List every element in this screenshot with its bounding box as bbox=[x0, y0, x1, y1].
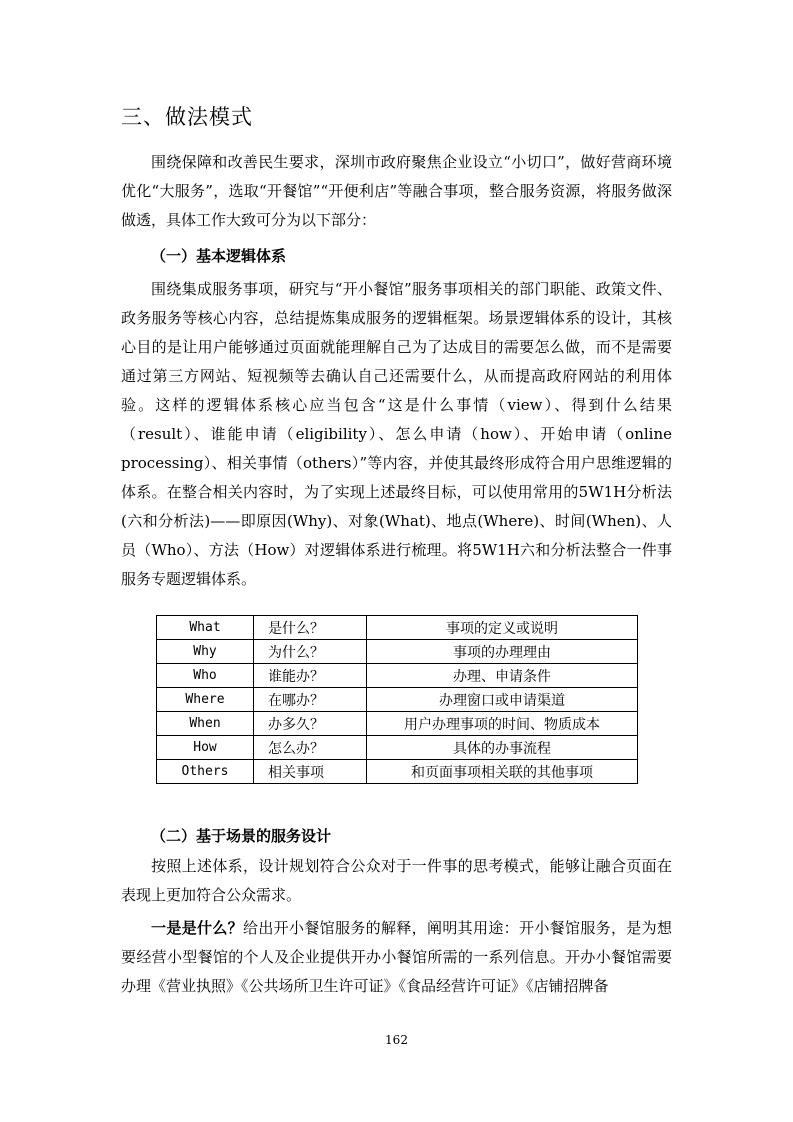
table-cell-key: Others bbox=[157, 760, 254, 784]
subsection-2-point-1 bbox=[121, 914, 672, 1001]
table-cell-question: 相关事项 bbox=[254, 760, 367, 784]
table-row bbox=[157, 736, 638, 760]
table-cell-meaning: 用户办理事项的时间、物质成本 bbox=[367, 712, 638, 736]
table-cell-meaning: 具体的办事流程 bbox=[367, 736, 638, 760]
subsection-1-heading: （一）基本逻辑体系 bbox=[151, 247, 287, 265]
table-cell-key: Who bbox=[157, 664, 254, 688]
table-cell-question: 是什么？ bbox=[254, 616, 367, 640]
table-row bbox=[157, 664, 638, 688]
5w1h-table bbox=[156, 615, 638, 784]
table-cell-key: What bbox=[157, 616, 254, 640]
page-number: 162 bbox=[385, 1033, 408, 1047]
table-cell-meaning: 办理窗口或申请渠道 bbox=[367, 688, 638, 712]
table-cell-question: 为什么？ bbox=[254, 640, 367, 664]
subsection-1-paragraph: 围绕集成服务事项，研究与“开小餐馆”服务事项相关的部门职能、政策文件、政务服务等核心内容，总结提炼集成服务的逻辑框架。场景逻辑体系的设计，其核心目的是让用户能够通过页面就能理解自己为了达成目的需要怎么做，而不是需要通过第三方网站、短视频等去确认自己还需要什么，从而提高政府网站的利用体验。这样的逻辑体系核心应当包含“这是什么事情（view）、得到什么结果（result）、谁能申请（eligibility）、怎么申请（how）、开始申请（online processing）、相关事情（others）”等内容，并使其最终形成符合用户思维逻辑的体系。在整合相关内容时，为了实现上述最终目标，可以使用常用的5W1H分析法(六和分析法)——即原因(Why)、对象(What)、地点(Where)、时间(When)、人员（Who）、方法（How）对逻辑体系进行梳理。将5W1H六和分析法整合一件事服务专题逻辑体系。 bbox=[121, 280, 672, 588]
table-cell-meaning: 事项的定义或说明 bbox=[367, 616, 638, 640]
table-cell-key: Why bbox=[157, 640, 254, 664]
table-row bbox=[157, 760, 638, 784]
table-cell-question: 在哪办？ bbox=[254, 688, 367, 712]
table-cell-question: 办多久？ bbox=[254, 712, 367, 736]
subsection-2-paragraph: 按照上述体系，设计规划符合公众对于一件事的思考模式，能够让融合页面在表现上更加符合公众需求。 bbox=[121, 857, 672, 904]
intro-paragraph: 围绕保障和改善民生要求，深圳市政府聚焦企业设立“小切口”，做好营商环境优化“大服务”，选取“开餐馆”“开便利店”等融合事项，整合服务资源，将服务做深做透，具体工作大致可分为以下部分： bbox=[121, 153, 672, 229]
point-1-lead: 一是是什么？ bbox=[151, 919, 243, 937]
table-cell-question: 怎么办？ bbox=[254, 736, 367, 760]
table-row bbox=[157, 640, 638, 664]
table-cell-question: 谁能办？ bbox=[254, 664, 367, 688]
table-row bbox=[157, 616, 638, 640]
table-row bbox=[157, 712, 638, 736]
table-cell-meaning: 办理、申请条件 bbox=[367, 664, 638, 688]
section-title: 三、做法模式 bbox=[121, 105, 253, 129]
table-cell-key: Where bbox=[157, 688, 254, 712]
table-cell-meaning: 事项的办理理由 bbox=[367, 640, 638, 664]
subsection-2-heading: （二）基于场景的服务设计 bbox=[151, 827, 332, 845]
table-cell-key: How bbox=[157, 736, 254, 760]
table-cell-meaning: 和页面事项相关联的其他事项 bbox=[367, 760, 638, 784]
table-cell-key: When bbox=[157, 712, 254, 736]
table-row bbox=[157, 688, 638, 712]
point-1-text: 给出开小餐馆服务的解释，阐明其用途：开小餐馆服务，是为想要经营小型餐馆的个人及企业提供开办小餐馆所需的一系列信息。开办小餐馆需要办理《营业执照》《公共场所卫生许可证》《食品经营许可证》《店铺招牌备 bbox=[121, 919, 672, 995]
